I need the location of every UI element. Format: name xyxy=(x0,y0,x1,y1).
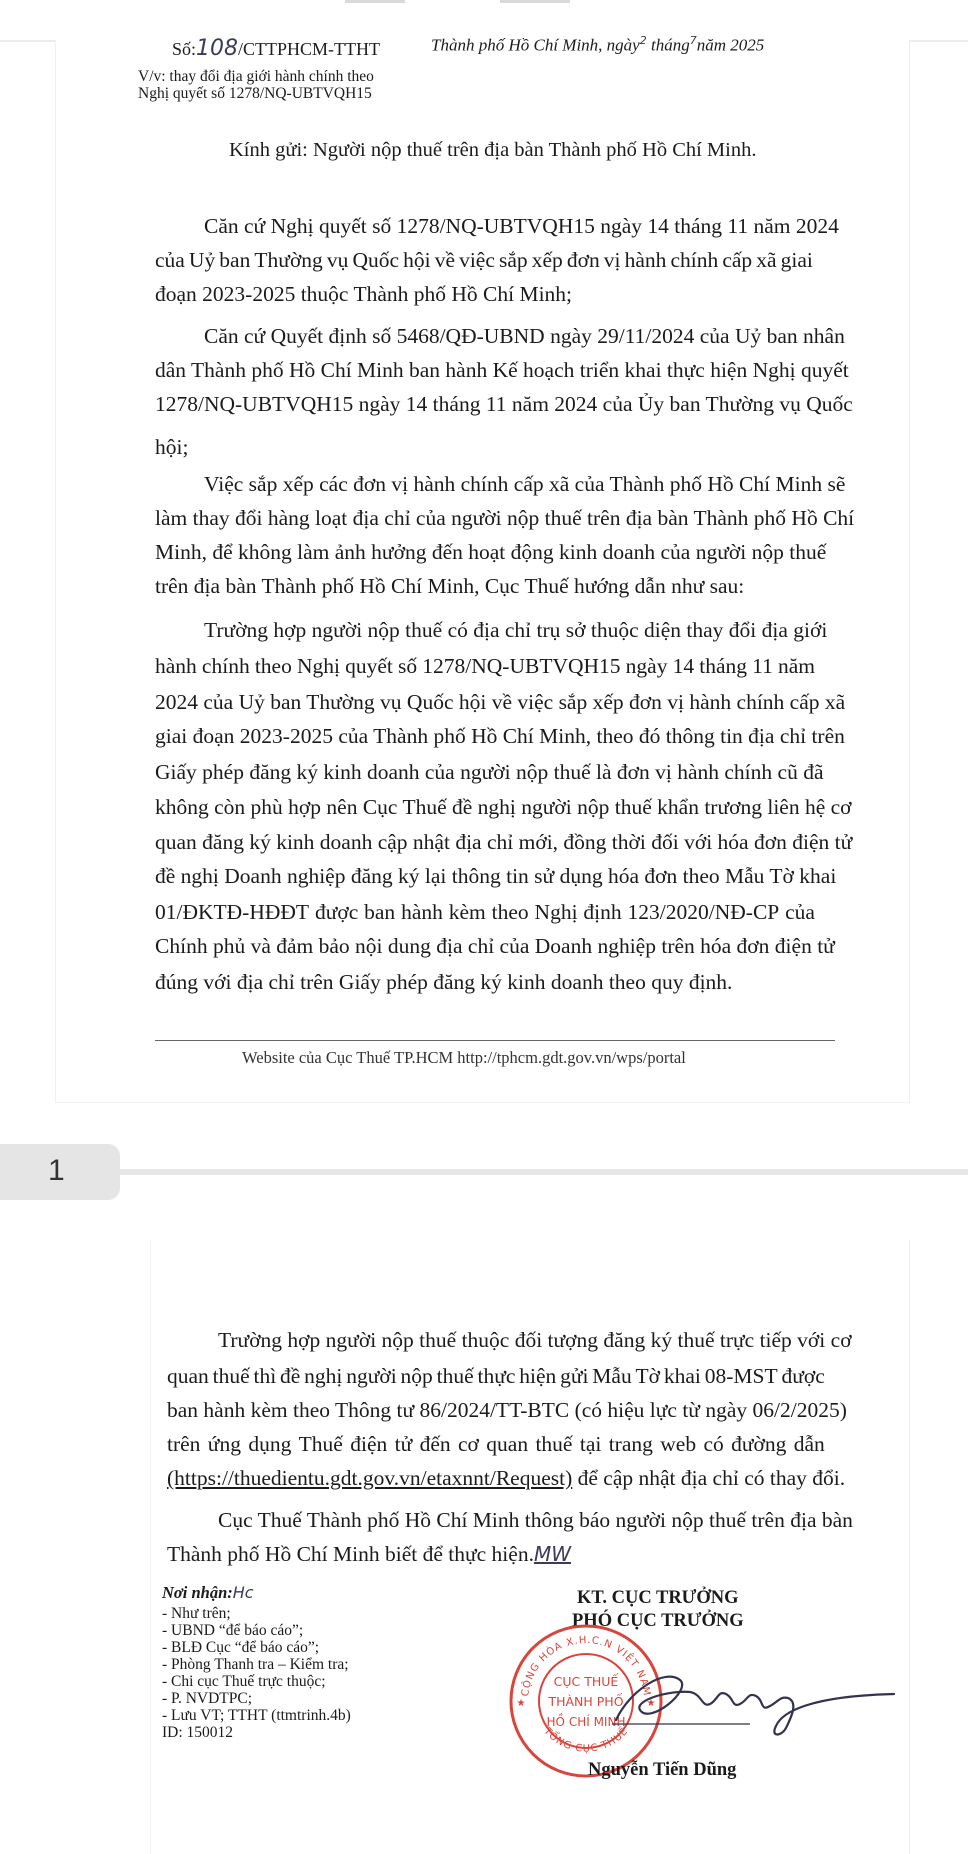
stamp-line: HỒ CHÍ MINH xyxy=(546,1715,626,1729)
signature-icon xyxy=(610,1650,900,1750)
signature-title-1: KT. CỤC TRƯỞNG xyxy=(577,1588,739,1608)
footer-divider xyxy=(155,1040,835,1041)
toolbar-mark xyxy=(345,0,405,3)
recipient-item: - P. NVDTPC; xyxy=(162,1690,253,1707)
signer-name: Nguyễn Tiến Dũng xyxy=(588,1760,737,1780)
star-icon: ★ xyxy=(516,1698,526,1709)
document-number: Số:108/CTTPHCM-TTHT xyxy=(172,36,381,61)
stamp-ring-text: CỘNG HÒA X.H.C.N VIỆT NAM xyxy=(520,1634,652,1698)
stamp-line: CỤC THUẾ xyxy=(553,1674,619,1689)
stamp-line: THÀNH PHỐ xyxy=(548,1694,624,1709)
recipient-item: - Như trên; xyxy=(162,1605,231,1622)
page-number-indicator[interactable]: 1 xyxy=(0,1144,120,1200)
stamp-bottom-text: TỔNG CỤC THUẾ xyxy=(541,1725,631,1755)
place-date: Thành phố Hồ Chí Minh, ngày$^2$ tháng$^7$năm 2025 xyxy=(431,34,765,55)
recipient-item: - UBND “để báo cáo”; xyxy=(162,1622,304,1639)
page-separator xyxy=(120,1169,968,1175)
recipient-item: ID: 150012 xyxy=(162,1724,234,1741)
etax-request-link[interactable]: (https://thuedientu.gdt.gov.vn/etaxnnt/Request) xyxy=(167,1466,573,1490)
handwritten-initial: MW xyxy=(533,1542,571,1566)
recipient-item: - Phòng Thanh tra – Kiểm tra; xyxy=(162,1656,349,1673)
recipient-line: Kính gửi: Người nộp thuế trên địa bàn Thành phố Hồ Chí Minh. xyxy=(229,139,757,161)
recipient-item: - Lưu VT; TTHT (ttmtrinh.4b) xyxy=(162,1707,351,1724)
signature-title-2: PHÓ CỤC TRƯỞNG xyxy=(572,1611,744,1631)
star-icon: ★ xyxy=(646,1698,656,1709)
recipient-item: - Chi cục Thuế trực thuộc; xyxy=(162,1673,326,1690)
toolbar-mark xyxy=(500,0,570,3)
recipients-block: Nơi nhận:Hc - Như trên; - UBND “để báo cáo”; - BLĐ Cục “để báo cáo”; - Phòng Thanh tra – Kiểm tra; - Chi cục Thuế trực thuộc; - P. NVDTPC; - Lưu VT; TTHT (ttmtrinh.4b) ID: 150012 xyxy=(162,1583,351,1741)
subject-line: V/v: thay đổi địa giới hành chính theo Nghị quyết số 1278/NQ-UBTVQH15 xyxy=(138,68,374,102)
recipient-item: - BLĐ Cục “để báo cáo”; xyxy=(162,1639,320,1656)
page-footer: Website của Cục Thuế TP.HCM http://tphcm.gdt.gov.vn/wps/portal xyxy=(242,1048,686,1067)
